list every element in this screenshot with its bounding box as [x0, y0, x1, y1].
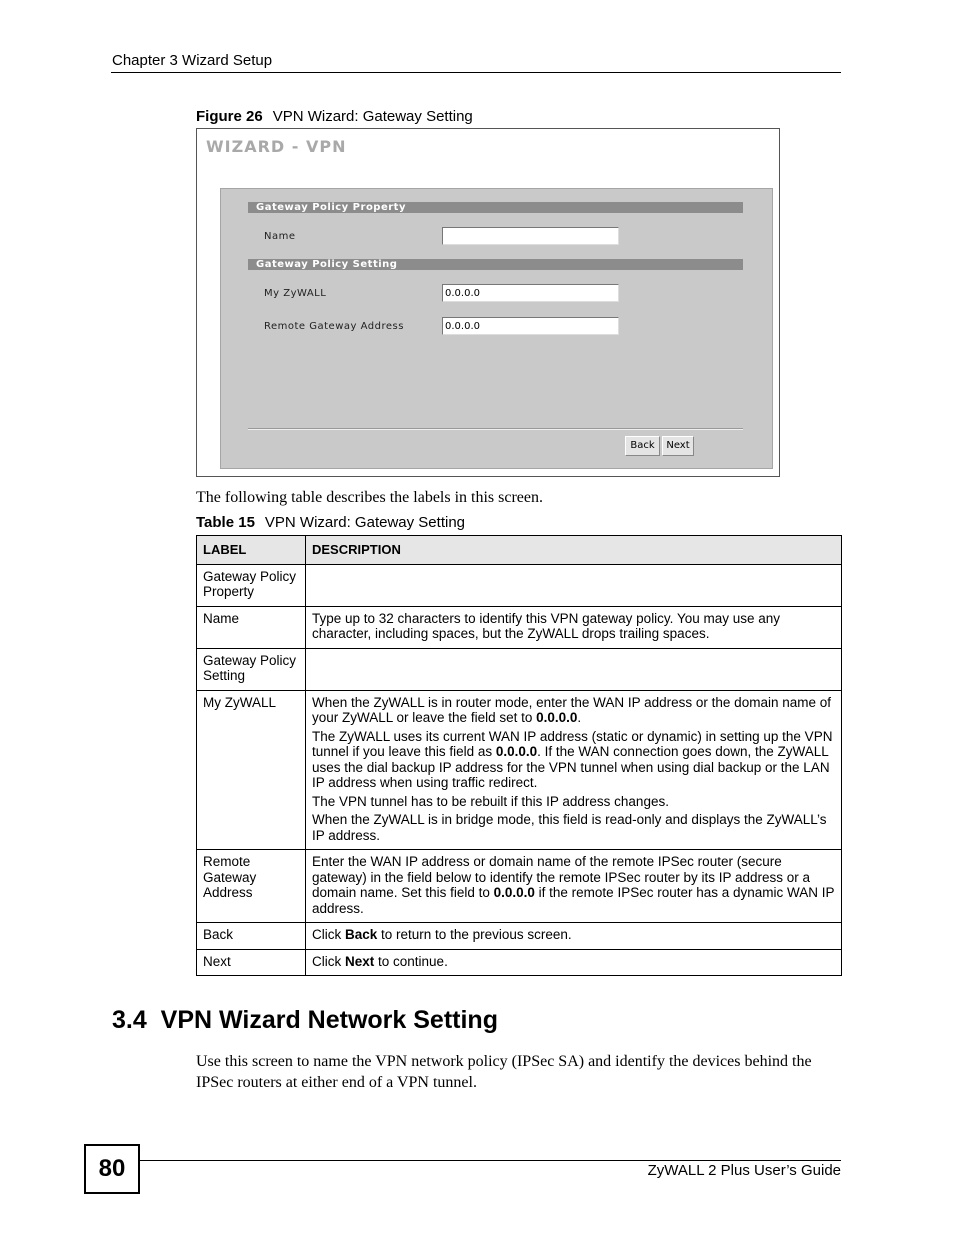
table-row	[197, 690, 842, 850]
wizard-title: WIZARD - VPN	[206, 137, 347, 156]
remote-gateway-input[interactable]	[442, 317, 619, 335]
row-description	[306, 923, 842, 950]
description-paragraph: The VPN tunnel has to be rebuilt if this IP address changes.	[312, 793, 669, 809]
page-number: 80	[84, 1144, 140, 1194]
figure-caption	[196, 108, 473, 125]
name-label: Name	[264, 231, 296, 242]
row-description	[306, 690, 842, 850]
table-title: VPN Wizard: Gateway Setting	[264, 514, 465, 531]
guide-title: ZyWALL 2 Plus User’s Guide	[647, 1162, 841, 1179]
table-row	[197, 564, 842, 606]
table-row	[197, 923, 842, 950]
column-header-label: LABEL	[197, 536, 306, 565]
footer-rule	[140, 1160, 841, 1161]
remote-gateway-label: Remote Gateway Address	[264, 321, 404, 332]
description-paragraph: Enter the WAN IP address or domain name of the remote IPSec router (secure gateway) in the field below to identify the remote IPSec router by its IP address or a domain name. Set this field to 0.0.0.0 if the remote IPSec router has a dynamic WAN IP address.	[312, 854, 835, 916]
wizard-panel	[220, 188, 773, 469]
my-zywall-label: My ZyWALL	[264, 288, 327, 299]
description-paragraph: Click Back to return to the previous screen.	[312, 927, 572, 942]
description-paragraph: The ZyWALL uses its current WAN IP address (static or dynamic) in setting up the VPN tunnel if you leave this field as 0.0.0.0. If the WAN connection goes down, the ZyWALL uses the dial backup IP address for the VPN tunnel when using dial backup or the LAN IP address when using traffic redirect.	[312, 728, 833, 790]
row-description	[306, 949, 842, 976]
row-description	[306, 564, 842, 606]
table-body	[197, 564, 842, 976]
row-label: My ZyWALL	[197, 690, 306, 850]
name-input[interactable]	[442, 227, 619, 245]
description-paragraph: When the ZyWALL is in bridge mode, this field is read-only and displays the ZyWALL’s IP address.	[312, 812, 827, 843]
figure-label: Figure 26	[196, 108, 263, 125]
description-table	[196, 535, 842, 976]
row-label: Next	[197, 949, 306, 976]
description-paragraph: Click Next to continue.	[312, 953, 448, 969]
section-paragraph: Use this screen to name the VPN network policy (IPSec SA) and identify the devices behind the IPSec routers at either end of a VPN tunnel.	[196, 1053, 812, 1091]
wizard-screenshot	[196, 128, 780, 477]
row-label: Gateway Policy Property	[197, 564, 306, 606]
row-label: Gateway Policy Setting	[197, 648, 306, 690]
description-paragraph: Type up to 32 characters to identify this VPN gateway policy. You may use any character, including spaces, but the ZyWALL drops trailing spaces.	[312, 610, 781, 641]
back-button[interactable]: Back	[625, 436, 660, 456]
table-label: Table 15	[196, 514, 255, 531]
panel-divider	[248, 428, 743, 430]
my-zywall-input[interactable]	[442, 284, 619, 302]
chapter-header: Chapter 3 Wizard Setup	[112, 52, 273, 69]
table-row	[197, 606, 842, 648]
row-description	[306, 850, 842, 923]
figure-title: VPN Wizard: Gateway Setting	[272, 108, 473, 125]
row-label: Remote Gateway Address	[197, 850, 306, 923]
column-header-description: DESCRIPTION	[306, 536, 842, 565]
header-rule	[111, 72, 841, 73]
row-label: Name	[197, 606, 306, 648]
table-row	[197, 850, 842, 923]
table-row	[197, 949, 842, 976]
next-button[interactable]: Next	[662, 436, 694, 456]
row-description	[306, 648, 842, 690]
table-header-row	[197, 536, 842, 565]
intro-text: The following table describes the labels in this screen.	[196, 489, 544, 506]
section-bar-gateway-property: Gateway Policy Property	[248, 202, 743, 213]
section-heading: 3.4 VPN Wizard Network Setting	[112, 1006, 498, 1034]
row-label: Back	[197, 923, 306, 950]
section-bar-gateway-setting: Gateway Policy Setting	[248, 259, 743, 270]
row-description	[306, 606, 842, 648]
table-caption	[196, 514, 465, 531]
description-paragraph: When the ZyWALL is in router mode, enter the WAN IP address or the domain name of your ZyWALL or leave the field set to 0.0.0.0.	[312, 694, 831, 725]
table-row	[197, 648, 842, 690]
